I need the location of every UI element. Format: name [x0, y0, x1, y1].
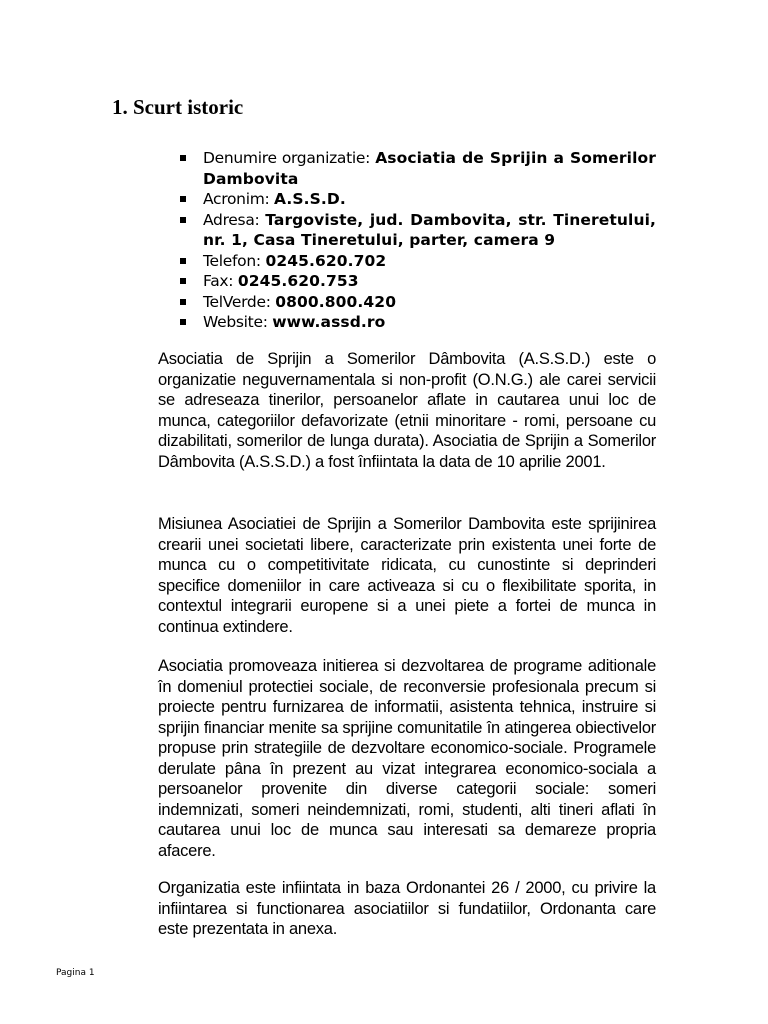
- square-bullet-icon: [180, 217, 186, 223]
- info-label: Website:: [203, 313, 273, 331]
- square-bullet-icon: [180, 319, 186, 325]
- square-bullet-icon: [180, 196, 186, 202]
- info-label: Adresa:: [203, 210, 266, 229]
- square-bullet-icon: [180, 258, 186, 264]
- info-item-website: [158, 312, 656, 333]
- paragraph-history: Asociatia de Sprijin a Somerilor Dâmbovita (A.S.S.D.) este o organizatie neguvernamentala si non-profit (O.N.G.) ale carei servicii se adreseaza tinerilor, persoanelor aflate in cautarea unui loc de munca, categoriilor defavorizate (etnii minoritare - romi, persoane cu dizabilitati, somerilor de lunga durata). Asociatia de Sprijin a Somerilor Dâmbovita (A.S.S.D.) a fost înfiintata la data de 10 aprilie 2001.: [158, 350, 656, 471]
- info-value: A.S.S.D.: [274, 190, 346, 208]
- info-item-telverde: [158, 292, 656, 313]
- info-value: 0245.620.753: [237, 272, 359, 290]
- info-label: Acronim:: [203, 190, 275, 208]
- info-value: Targoviste, jud. Dambovita, str. Tineretului, nr. 1, Casa Tineretului, parter, camera 9: [203, 210, 656, 249]
- square-bullet-icon: [180, 155, 186, 161]
- section-heading: 1. Scurt istoric: [112, 95, 244, 119]
- info-item-telefon: [158, 251, 656, 272]
- info-item-denumire: [158, 148, 656, 189]
- page-number: Pagina 1: [56, 968, 95, 978]
- square-bullet-icon: [180, 299, 186, 305]
- info-item-acronim: [158, 189, 656, 210]
- info-value: 0800.800.420: [275, 292, 397, 311]
- info-label: Fax:: [203, 272, 238, 290]
- info-item-fax: [158, 271, 656, 292]
- square-bullet-icon: [180, 278, 186, 284]
- info-value: Asociatia de Sprijin a Somerilor Dambovita: [203, 149, 656, 188]
- info-value: 0245.620.702: [265, 251, 387, 270]
- info-label: Denumire organizatie:: [203, 149, 376, 167]
- paragraph-mission: Misiunea Asociatiei de Sprijin a Somerilor Dambovita este sprijinirea crearii unei societati libere, caracterizate prin existenta unei forte de munca cu o competitivitate ridicata, cu cunostinte si deprinderi specifice domeniilor in care activeaza si cu o flexibilitate sporita, in contextul integrarii europene si a unei piete a fortei de munca in continua extindere.: [158, 515, 656, 636]
- info-value: www.assd.ro: [272, 313, 386, 331]
- paragraph-legal-basis: Organizatia este infiintata in baza Ordonantei 26 / 2000, cu privire la infiintarea si functionarea asociatiilor si fundatiilor, Ordonanta care este prezentata in anexa.: [158, 879, 656, 938]
- paragraph-programs: Asociatia promoveaza initierea si dezvoltarea de programe aditionale în domeniul protectiei sociale, de reconversie profesionala precum si proiecte pentru furnizarea de informatii, asistenta tehnica, instruire si sprijin financiar menite sa sprijine comunitatile în atingerea obiectivelor propuse prin strategiile de dezvoltare economico-sociale. Programele derulate pâna în prezent au vizat integrarea economico-sociala a persoanelor provenite din diverse categorii sociale: someri indemnizati, someri neindemnizati, romi, studenti, alti tineri aflati în cautarea unui loc de munca sau interesati sa demareze propria afacere.: [158, 657, 656, 860]
- info-label: Telefon:: [203, 251, 266, 270]
- organization-info-list: [158, 148, 656, 333]
- info-label: TelVerde:: [203, 292, 276, 311]
- info-item-adresa: [158, 210, 656, 251]
